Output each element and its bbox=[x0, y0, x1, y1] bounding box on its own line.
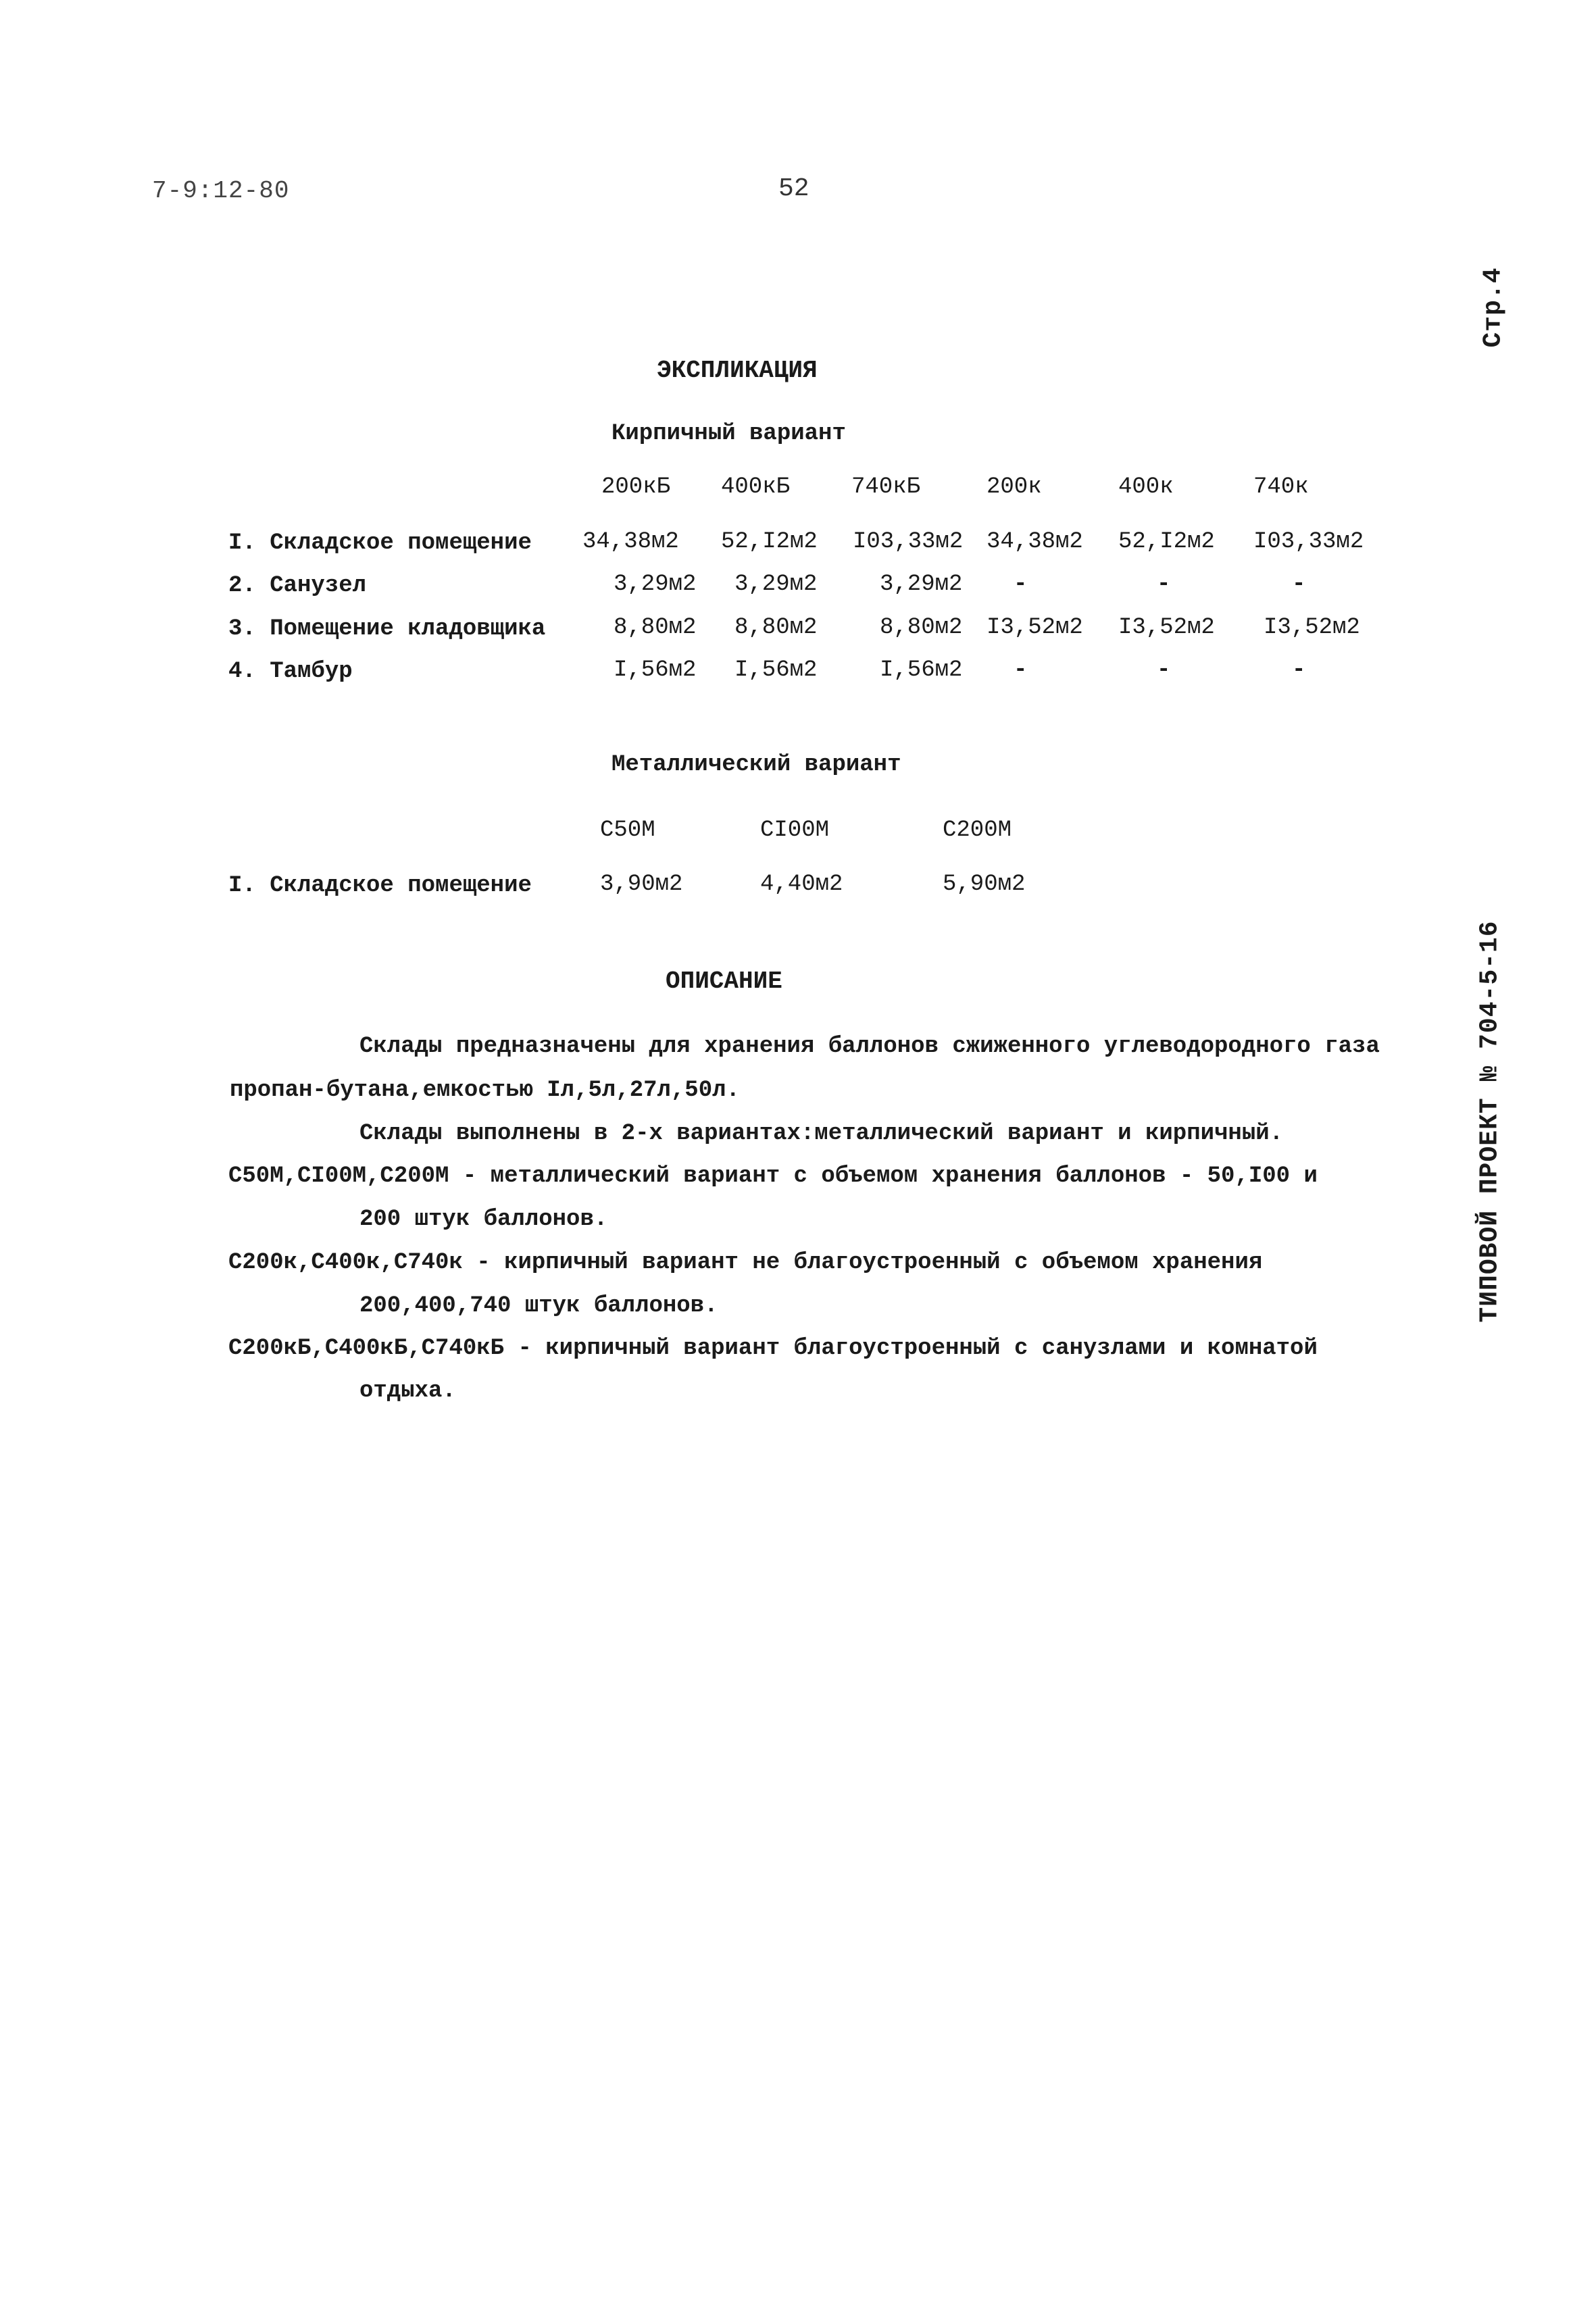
brick-cell: I03,33м2 bbox=[1253, 529, 1364, 555]
brick-row-label: I. Складское помещение bbox=[228, 530, 532, 556]
metal-cell: 5,90м2 bbox=[943, 872, 1026, 897]
brick-cell: - bbox=[1157, 572, 1171, 597]
brick-cell: 52,I2м2 bbox=[721, 529, 818, 555]
brick-cell: 34,38м2 bbox=[987, 529, 1083, 555]
brick-cell: - bbox=[1292, 657, 1306, 683]
side-project-label: ТИПОВОЙ ПРОЕКТ № 704-5-16 bbox=[1475, 920, 1505, 1323]
brick-cell: - bbox=[1014, 657, 1028, 683]
brick-col-400kb: 400кБ bbox=[721, 474, 791, 500]
description-line: отдыха. bbox=[359, 1378, 456, 1404]
brick-cell: I,56м2 bbox=[734, 657, 818, 683]
description-line: 200 штук баллонов. bbox=[359, 1207, 608, 1232]
brick-row-label: 4. Тамбур bbox=[228, 659, 353, 684]
brick-cell: I,56м2 bbox=[614, 657, 697, 683]
metal-col-c100m: СI00М bbox=[760, 818, 830, 843]
brick-cell: I3,52м2 bbox=[987, 615, 1083, 640]
brick-cell: I3,52м2 bbox=[1264, 615, 1360, 640]
metal-variant-subtitle: Металлический вариант bbox=[612, 752, 901, 778]
description-line: пропан-бутана,емкостью Iл,5л,27л,50л. bbox=[230, 1078, 740, 1103]
description-line: С50М,СI00М,С200М - металлический вариант с объемом хранения баллонов - 50,I00 и bbox=[228, 1163, 1318, 1189]
brick-row-label: 2. Санузел bbox=[228, 573, 367, 599]
brick-cell: 34,38м2 bbox=[582, 529, 679, 555]
brick-col-740kb: 740кБ bbox=[851, 474, 921, 500]
metal-col-c200m: С200М bbox=[943, 818, 1012, 843]
description-title: ОПИСАНИЕ bbox=[666, 967, 782, 995]
brick-cell: 8,80м2 bbox=[880, 615, 963, 640]
brick-cell: 8,80м2 bbox=[734, 615, 818, 640]
brick-cell: 52,I2м2 bbox=[1118, 529, 1215, 555]
brick-col-740k: 740к bbox=[1253, 474, 1309, 500]
description-line: Склады выполнены в 2-х вариантах:металлический вариант и кирпичный. bbox=[359, 1121, 1284, 1147]
metal-cell: 4,40м2 bbox=[760, 872, 843, 897]
description-line: С200кБ,С400кБ,С740кБ - кирпичный вариант благоустроенный с санузлами и комнатой bbox=[228, 1336, 1318, 1361]
description-line: 200,400,740 штук баллонов. bbox=[359, 1293, 718, 1319]
brick-col-400k: 400к bbox=[1118, 474, 1174, 500]
brick-cell: I,56м2 bbox=[880, 657, 963, 683]
brick-col-200k: 200к bbox=[987, 474, 1042, 500]
document-code: 7-9:12-80 bbox=[152, 177, 290, 205]
brick-col-200kb: 200кБ bbox=[601, 474, 671, 500]
side-page-label: Стр.4 bbox=[1478, 267, 1508, 348]
page-number: 52 bbox=[778, 174, 809, 203]
explication-title: ЭКСПЛИКАЦИЯ bbox=[657, 357, 818, 384]
brick-cell: 3,29м2 bbox=[880, 572, 963, 597]
brick-cell: I03,33м2 bbox=[853, 529, 964, 555]
brick-cell: 3,29м2 bbox=[734, 572, 818, 597]
brick-cell: I3,52м2 bbox=[1118, 615, 1215, 640]
brick-row-label: 3. Помещение кладовщика bbox=[228, 616, 546, 642]
description-line: С200к,С400к,С740к - кирпичный вариант не благоустроенный с объемом хранения bbox=[228, 1250, 1263, 1276]
brick-cell: 8,80м2 bbox=[614, 615, 697, 640]
brick-cell: - bbox=[1292, 572, 1306, 597]
brick-cell: - bbox=[1157, 657, 1171, 683]
metal-row-label: I. Складское помещение bbox=[228, 873, 532, 899]
description-line: Склады предназначены для хранения баллонов сжиженного углеводородного газа bbox=[359, 1034, 1380, 1059]
brick-cell: 3,29м2 bbox=[614, 572, 697, 597]
brick-cell: - bbox=[1014, 572, 1028, 597]
metal-col-c50m: С50М bbox=[600, 818, 655, 843]
metal-cell: 3,90м2 bbox=[600, 872, 683, 897]
brick-variant-subtitle: Кирпичный вариант bbox=[612, 421, 846, 447]
